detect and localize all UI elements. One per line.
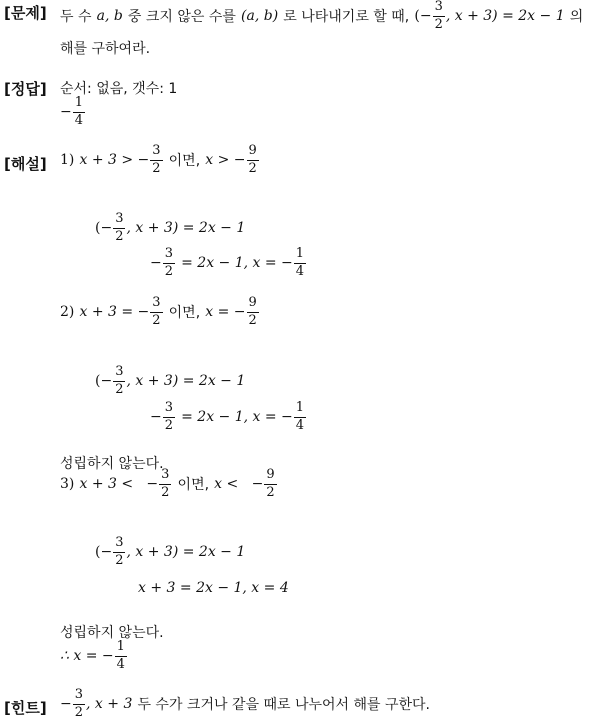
answer-label: [정답] — [4, 80, 47, 98]
problem-text-c: 로 나타내기로 할 때, — [283, 9, 410, 25]
problem-expr-right: , x + 3) = 2x − 1 — [445, 8, 565, 24]
case2-equation-1: (− $\frac{3}{2}$ , x + 3) = 2x − 1 — [95, 364, 246, 397]
case1-equation-2: − $\frac{3}{2}$ = 2x − 1, x = − $\frac{1}{4}$ — [150, 246, 305, 279]
problem-text-b: 중 크지 않은 수를 — [127, 9, 236, 25]
problem-vars: a, b — [96, 8, 123, 24]
problem-text-a: 두 수 — [60, 9, 92, 25]
problem-line-1 — [60, 0, 583, 32]
case2-note: 성립하지 않는다. — [60, 456, 164, 472]
case3-note: 성립하지 않는다. — [60, 625, 164, 641]
problem-fraction: $\frac{3}{2}$ — [434, 0, 443, 32]
problem-label: [문제] — [4, 4, 47, 22]
answer-line: 순서: 없음, 갯수: 1 — [60, 81, 178, 97]
problem-expr-left: (− — [414, 8, 432, 24]
conclusion: ∴ x = − $\frac{1}{4}$ — [60, 639, 125, 672]
problem-pair: (a, b) — [241, 8, 279, 24]
solution-label: [해설] — [4, 155, 47, 173]
case2-equation-2: − $\frac{3}{2}$ = 2x − 1, x = − $\frac{1}{4}$ — [150, 400, 305, 433]
problem-text-d: 의 — [569, 9, 584, 25]
answer-value: − $\frac{1}{4}$ — [60, 95, 84, 128]
problem-line-2: 해를 구하여라. — [60, 41, 151, 57]
case3-equation-1: (− $\frac{3}{2}$ , x + 3) = 2x − 1 — [95, 535, 246, 568]
case3-equation-2: x + 3 = 2x − 1, x = 4 — [138, 580, 289, 596]
case3-condition: 3) x + 3 < − $\frac{3}{2}$ 이면, x < − $\frac{9}{2}$ — [60, 467, 275, 500]
case1-condition: 1) x + 3 > − $\frac{3}{2}$ 이면, x > − $\frac{9}{2}$ — [60, 143, 257, 176]
hint-label: [힌트] — [4, 699, 47, 717]
case1-equation-1: (− $\frac{3}{2}$ , x + 3) = 2x − 1 — [95, 211, 246, 244]
hint-line: − $\frac{3}{2}$ , x + 3 두 수가 크거나 같을 때로 나누어서 해를 구한다. — [60, 687, 431, 720]
case2-condition: 2) x + 3 = − $\frac{3}{2}$ 이면, x = − $\frac{9}{2}$ — [60, 295, 257, 328]
